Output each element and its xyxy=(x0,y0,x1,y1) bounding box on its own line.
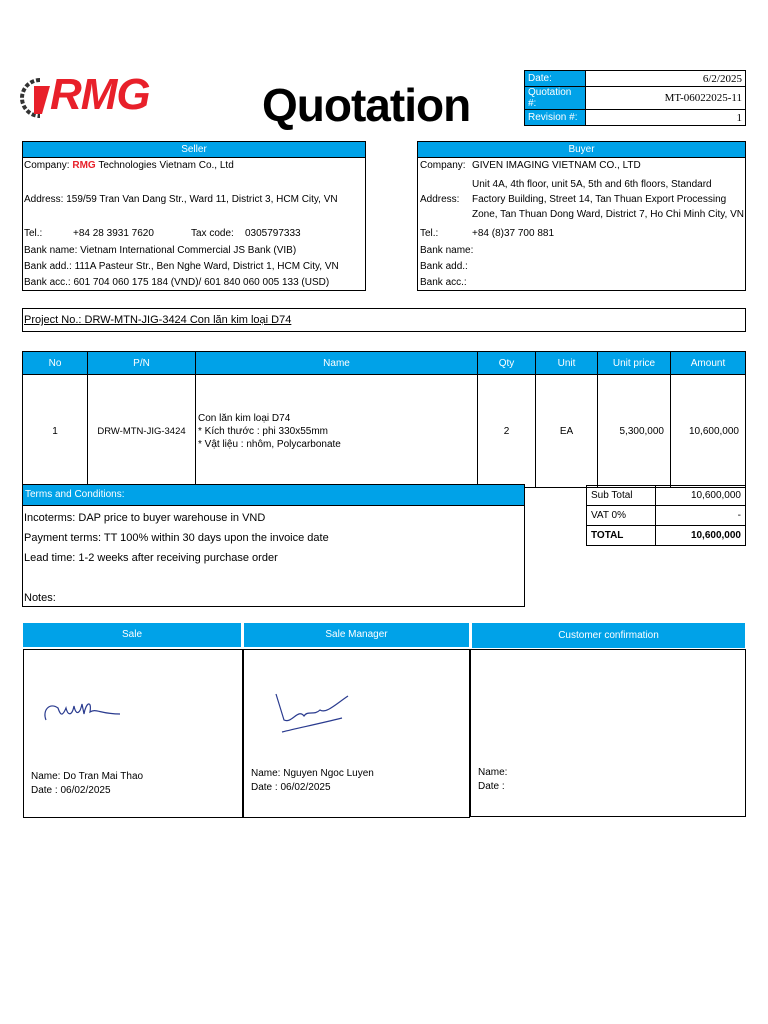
vat-value: - xyxy=(656,506,746,526)
sale-manager-date: Date : 06/02/2025 xyxy=(251,782,331,793)
buyer-bank-name: Bank name: xyxy=(420,245,474,256)
sale-manager-header: Sale Manager xyxy=(244,623,469,647)
buyer-header: Buyer xyxy=(418,142,745,158)
col-header-name: Name xyxy=(196,352,478,375)
page-title: Quotation xyxy=(262,79,471,131)
sale-date: Date : 06/02/2025 xyxy=(31,785,111,796)
sale-header: Sale xyxy=(23,623,241,647)
col-header-amount: Amount xyxy=(671,352,746,375)
notes-label: Notes: xyxy=(24,592,56,604)
seller-address: Address: 159/59 Tran Van Dang Str., Ward 11, District 3, HCM City, VN xyxy=(24,194,338,205)
buyer-tel-label: Tel.: xyxy=(420,228,439,239)
logo-text: RMG xyxy=(50,70,150,119)
customer-confirmation-header: Customer confirmation xyxy=(472,623,745,648)
seller-company-label: Company: xyxy=(24,160,70,171)
sale-name: Name: Do Tran Mai Thao xyxy=(31,771,144,782)
terms-header: Terms and Conditions: xyxy=(23,485,524,506)
items-header-row xyxy=(23,352,746,375)
buyer-address-line: Factory Building, Street 14, Tan Thuan Export Processing xyxy=(472,194,727,205)
company-logo xyxy=(20,70,160,120)
seller-header: Seller xyxy=(23,142,365,158)
signature-icon xyxy=(268,688,358,738)
meta-row xyxy=(525,110,746,126)
sale-manager-name: Name: Nguyen Ngoc Luyen xyxy=(251,768,374,779)
cell-unit: EA xyxy=(536,375,598,488)
seller-company-brand: RMG xyxy=(72,160,96,171)
buyer-company-label: Company: xyxy=(420,160,466,171)
buyer-company: GIVEN IMAGING VIETNAM CO., LTD xyxy=(472,160,641,171)
terms-line: Lead time: 1-2 weeks after receiving purchase order xyxy=(24,552,278,564)
meta-row xyxy=(525,71,746,87)
seller-tax-code: 0305797333 xyxy=(245,228,301,239)
buyer-tel: +84 (8)37 700 881 xyxy=(472,228,555,239)
seller-box xyxy=(22,141,366,291)
signature-icon xyxy=(40,694,130,729)
name-line: * Vật liệu : nhôm, Polycarbonate xyxy=(198,438,341,450)
terms-box xyxy=(22,484,525,607)
customer-date: Date : xyxy=(478,781,505,792)
vat-label: VAT 0% xyxy=(587,506,656,526)
col-header-no: No xyxy=(23,352,88,375)
terms-line: Payment terms: TT 100% within 30 days upon the invoice date xyxy=(24,532,329,544)
meta-label: Revision #: xyxy=(525,110,586,126)
subtotal-value: 10,600,000 xyxy=(656,486,746,506)
cell-no: 1 xyxy=(23,375,88,488)
meta-value: 1 xyxy=(586,110,746,126)
cell-pn: DRW-MTN-JIG-3424 xyxy=(88,375,196,488)
meta-label: Quotation #: xyxy=(525,87,586,110)
col-header-unit-price: Unit price xyxy=(598,352,671,375)
items-table xyxy=(22,351,746,488)
meta-label: Date: xyxy=(525,71,586,87)
col-header-pn: P/N xyxy=(88,352,196,375)
seller-tax-label: Tax code: xyxy=(191,228,234,239)
table-row xyxy=(23,375,746,488)
seller-bank-name: Bank name: Vietnam International Commercial JS Bank (VIB) xyxy=(24,245,297,256)
seller-tel: +84 28 3931 7620 xyxy=(73,228,154,239)
buyer-address-line: Zone, Tan Thuan Dong Ward, District 7, Ho Chi Minh City, VN xyxy=(472,209,744,220)
sale-manager-signature-box xyxy=(243,649,470,818)
seller-tel-label: Tel.: xyxy=(24,228,43,239)
buyer-box xyxy=(417,141,746,291)
project-number: Project No.: DRW-MTN-JIG-3424 Con lăn kim loại D74 xyxy=(24,314,292,326)
name-line: * Kích thước : phi 330x55mm xyxy=(198,425,328,437)
subtotal-label: Sub Total xyxy=(587,486,656,506)
buyer-bank-add: Bank add.: xyxy=(420,261,468,272)
totals-row xyxy=(587,526,746,546)
total-value: 10,600,000 xyxy=(656,526,746,546)
seller-bank-add: Bank add.: 111A Pasteur Str., Ben Nghe Ward, District 1, HCM City, VN xyxy=(24,261,339,272)
cell-unit-price: 5,300,000 xyxy=(598,375,671,488)
seller-bank-acc: Bank acc.: 601 704 060 175 184 (VND)/ 601 840 060 005 133 (USD) xyxy=(24,277,330,288)
meta-row xyxy=(525,87,746,110)
totals-table xyxy=(586,485,746,546)
meta-value: 6/2/2025 xyxy=(586,71,746,87)
meta-value: MT-06022025-11 xyxy=(586,87,746,110)
customer-signature-box xyxy=(470,649,746,817)
total-label: TOTAL xyxy=(587,526,656,546)
cell-amount: 10,600,000 xyxy=(671,375,746,488)
col-header-qty: Qty xyxy=(478,352,536,375)
project-box xyxy=(22,308,746,332)
customer-name: Name: xyxy=(478,767,508,778)
buyer-address-label: Address: xyxy=(420,194,460,205)
name-line: Con lăn kim loại D74 xyxy=(198,412,291,424)
sale-signature-box xyxy=(23,649,243,818)
cell-qty: 2 xyxy=(478,375,536,488)
buyer-bank-acc: Bank acc.: xyxy=(420,277,467,288)
totals-row xyxy=(587,486,746,506)
col-header-unit: Unit xyxy=(536,352,598,375)
buyer-address-line: Unit 4A, 4th floor, unit 5A, 5th and 6th floors, Standard xyxy=(472,179,712,190)
totals-row xyxy=(587,506,746,526)
terms-line: Incoterms: DAP price to buyer warehouse in VND xyxy=(24,512,266,524)
quotation-meta-table xyxy=(524,70,746,126)
seller-company xyxy=(24,160,234,171)
seller-company-name: Technologies Vietnam Co., Ltd xyxy=(98,160,234,171)
cell-name xyxy=(196,375,478,488)
